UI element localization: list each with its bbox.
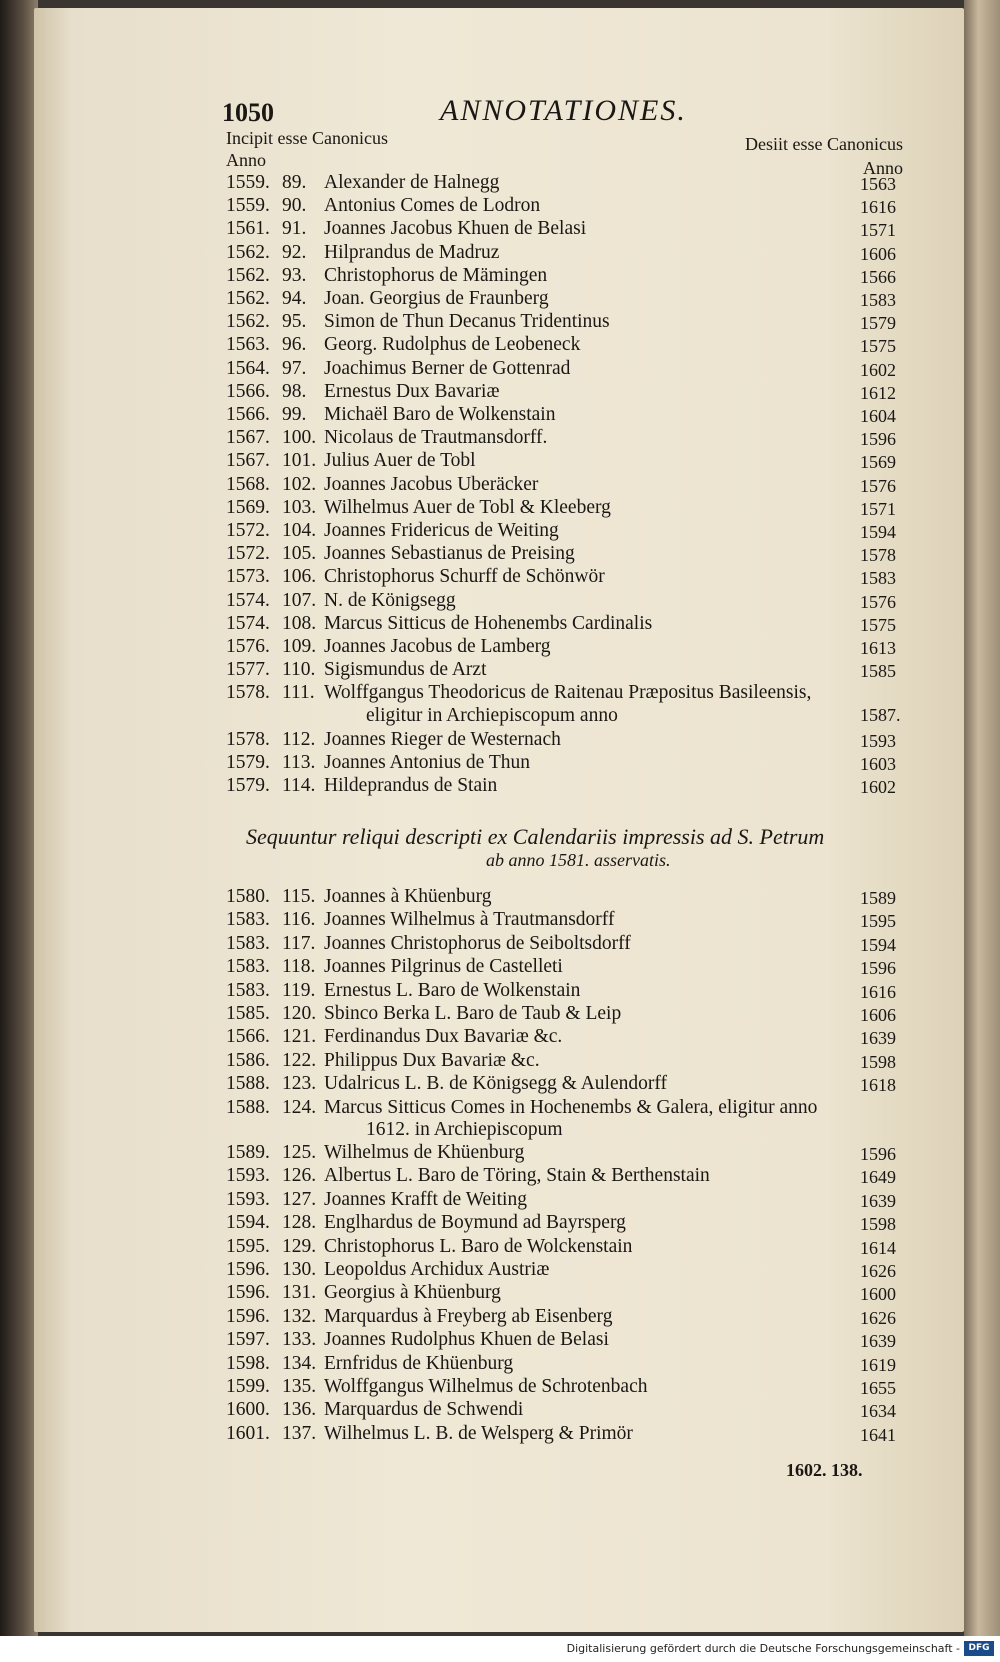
end-year: 1602 [860, 359, 896, 380]
list-item [226, 543, 575, 566]
start-year: 1572. [226, 543, 270, 565]
entry-number: 91. [282, 218, 307, 240]
list-item [226, 242, 499, 265]
canon-name: Georgius à Khüenburg [324, 1282, 501, 1304]
entry-number: 102. [282, 473, 317, 495]
canon-name: Joannes Wilhelmus à Trautmansdorff [324, 909, 615, 931]
list-item [226, 474, 538, 497]
canon-name: Joannes à Khüenburg [324, 886, 492, 907]
end-year: 1614 [860, 1237, 896, 1258]
dfg-logo: DFG [964, 1641, 994, 1656]
list-item [226, 1050, 540, 1073]
canon-name: Ferdinandus Dux Bavariæ &c. [324, 1026, 563, 1048]
end-year: 1639 [860, 1190, 896, 1211]
end-year: 1612 [860, 382, 896, 403]
entry-number: 130. [282, 1259, 317, 1280]
start-year: 1566. [226, 404, 270, 425]
list-item [226, 358, 570, 381]
end-year: 1641 [860, 1424, 896, 1445]
end-year: 1579 [860, 313, 896, 334]
list-item [226, 1353, 513, 1376]
canon-name: Joannes Sebastianus de Preising [324, 543, 575, 565]
list-item [226, 1097, 817, 1120]
start-year: 1559. [226, 172, 270, 193]
canon-name: Albertus L. Baro de Töring, Stain & Berthenstain [324, 1165, 710, 1187]
start-year: 1562. [226, 288, 270, 309]
entry-number: 110. [282, 659, 316, 681]
list-item [226, 682, 811, 705]
start-year: 1601. [226, 1422, 270, 1444]
entry-number: 113. [282, 751, 316, 773]
entry-number: 132. [282, 1305, 317, 1327]
entry-number: 129. [282, 1235, 317, 1257]
entry-number: 133. [282, 1329, 317, 1351]
start-year: 1569. [226, 496, 270, 518]
entry-number: 92. [282, 241, 307, 263]
canon-name: N. de Königsegg [324, 589, 456, 611]
end-year: 1606 [860, 1005, 896, 1025]
start-year: 1564. [226, 357, 270, 379]
end-year: 1566 [860, 266, 896, 287]
end-year: 1589 [860, 888, 896, 908]
entry-number: 89. [282, 172, 307, 193]
entry-number: 136. [282, 1399, 317, 1421]
start-year: 1567. [226, 427, 270, 449]
section-heading-line1: Sequuntur reliqui descripti ex Calendariis impressis ad S. Petrum [246, 824, 825, 849]
start-year: 1566. [226, 380, 270, 402]
page-number: 1050 [222, 98, 274, 127]
start-year: 1559. [226, 195, 270, 217]
list-item [226, 933, 631, 956]
start-year: 1576. [226, 636, 270, 657]
start-year: 1563. [226, 334, 270, 356]
canon-name: Joannes Pilgrinus de Castelleti [324, 956, 563, 978]
canon-name: Joannes Jacobus Khuen de Belasi [324, 218, 587, 240]
end-year: 1606 [860, 243, 896, 264]
canon-name: Ernestus L. Baro de Wolkenstain [324, 979, 581, 1001]
start-year: 1578. [226, 682, 270, 704]
list-item [226, 265, 547, 288]
end-year: 1595 [860, 911, 896, 932]
canon-name: Wolffgangus Wilhelmus de Schrotenbach [324, 1376, 648, 1397]
end-year: 1583 [860, 568, 896, 589]
end-year: 1626 [860, 1261, 896, 1281]
entry-number: 122. [282, 1049, 317, 1071]
list-item [226, 404, 555, 427]
list-item [226, 613, 652, 636]
end-year: 1571 [860, 220, 896, 241]
canon-name: Julius Auer de Tobl [324, 450, 476, 472]
end-year: 1655 [860, 1378, 896, 1398]
canon-name: Joannes Rieger de Westernach [324, 728, 561, 750]
start-year: 1579. [226, 751, 270, 773]
list-item [226, 1306, 612, 1329]
canon-name: Joan. Georgius de Fraunberg [324, 288, 549, 309]
start-year: 1600. [226, 1399, 270, 1421]
footer-credit: Digitalisierung gefördert durch die Deutsche Forschungsgemeinschaft - [566, 1642, 960, 1655]
canon-name: Christophorus de Mämingen [324, 264, 548, 286]
entry-number: 96. [282, 334, 307, 356]
start-year: 1583. [226, 979, 270, 1001]
end-year: 1587. [860, 705, 901, 726]
entry-number: 120. [282, 1003, 317, 1024]
start-year: 1562. [226, 241, 270, 263]
canon-name: Alexander de Halnegg [324, 172, 500, 193]
end-year: 1569 [860, 452, 896, 473]
end-year: 1604 [860, 406, 896, 426]
start-year: 1568. [226, 473, 270, 495]
entry-number: 90. [282, 195, 307, 217]
end-year: 1571 [860, 498, 896, 519]
entry-number: 128. [282, 1212, 317, 1234]
list-item [226, 1026, 562, 1049]
list-item [226, 775, 497, 798]
end-year: 1578 [860, 545, 896, 566]
list-item [226, 172, 499, 195]
end-year: 1575 [860, 614, 896, 635]
list-item [226, 497, 611, 520]
list-item [226, 1142, 524, 1165]
entry-number: 93. [282, 264, 307, 286]
end-year: 1639 [860, 1028, 896, 1049]
end-year: 1598 [860, 1214, 896, 1235]
end-year: 1639 [860, 1331, 896, 1352]
start-year: 1588. [226, 1096, 270, 1118]
start-year: 1583. [226, 932, 270, 954]
start-year: 1574. [226, 589, 270, 611]
running-head: ANNOTATIONES. [440, 94, 687, 127]
list-item [226, 1236, 632, 1259]
entry-number: 118. [282, 956, 316, 978]
list-item [226, 1003, 621, 1026]
end-year: 1576 [860, 475, 896, 496]
list-item [226, 566, 605, 589]
entry-number: 106. [282, 566, 317, 588]
canon-name: Marcus Sitticus Comes in Hochenembs & Galera, eligitur anno [324, 1096, 818, 1118]
start-year: 1588. [226, 1073, 270, 1095]
start-year: 1596. [226, 1259, 270, 1280]
start-year: 1566. [226, 1026, 270, 1048]
list-item [226, 1165, 710, 1188]
start-year: 1572. [226, 520, 270, 541]
entry-number: 119. [282, 979, 316, 1001]
page-edge [964, 0, 1000, 1662]
list-item [226, 1212, 626, 1235]
list-item [226, 1329, 609, 1352]
start-year: 1583. [226, 909, 270, 931]
start-year: 1567. [226, 450, 270, 472]
entry-number: 97. [282, 357, 307, 379]
list-item [226, 1399, 523, 1422]
list-item [226, 218, 586, 241]
start-year: 1596. [226, 1282, 270, 1304]
start-year: 1577. [226, 659, 270, 681]
canon-name: Christophorus Schurff de Schönwör [324, 566, 605, 588]
end-year: 1603 [860, 753, 896, 774]
canon-name: Sigismundus de Arzt [324, 659, 487, 681]
canon-name: Nicolaus de Trautmansdorff. [324, 427, 548, 449]
list-item [226, 1259, 549, 1282]
list-item [226, 1189, 527, 1212]
canon-name: Joachimus Berner de Gottenrad [324, 357, 571, 379]
start-year: 1562. [226, 264, 270, 286]
start-year: 1593. [226, 1188, 270, 1210]
canon-name: Ernfridus de Khüenburg [324, 1352, 514, 1374]
section-heading-line2: ab anno 1581. asservatis. [486, 850, 671, 870]
entry-number: 105. [282, 543, 317, 565]
start-year: 1597. [226, 1329, 270, 1351]
end-year: 1634 [860, 1401, 896, 1422]
canon-name: Joannes Fridericus de Weiting [324, 520, 559, 541]
list-item [226, 1282, 501, 1305]
end-year: 1596 [860, 429, 896, 450]
entry-number: 124. [282, 1096, 317, 1118]
start-year: 1585. [226, 1003, 270, 1024]
start-year: 1561. [226, 218, 270, 240]
canon-name: Wilhelmus de Khüenburg [324, 1142, 525, 1163]
canon-name: Ernestus Dux Bavariæ [324, 380, 500, 402]
canon-name: Wilhelmus L. B. de Welsperg & Primör [324, 1422, 633, 1444]
list-item [226, 1376, 647, 1399]
entry-number: 131. [282, 1282, 317, 1304]
end-year: 1613 [860, 638, 896, 658]
canon-name: Englhardus de Boymund ad Bayrsperg [324, 1212, 626, 1234]
canon-name: Sbinco Berka L. Baro de Taub & Leip [324, 1003, 622, 1024]
start-year: 1586. [226, 1049, 270, 1071]
canon-name: Marquardus à Freyberg ab Eisenberg [324, 1305, 613, 1327]
canon-name: Hildeprandus de Stain [324, 775, 498, 796]
entry-number: 104. [282, 520, 317, 541]
entry-number: 117. [282, 932, 316, 954]
entry-number: 99. [282, 404, 307, 425]
end-year: 1585 [860, 661, 896, 682]
start-year: 1594. [226, 1212, 270, 1234]
end-year: 1619 [860, 1354, 896, 1375]
list-item [226, 752, 530, 775]
start-year: 1583. [226, 956, 270, 978]
start-year: 1593. [226, 1165, 270, 1187]
canon-name: Udalricus L. B. de Königsegg & Aulendorff [324, 1073, 668, 1095]
list-item [226, 956, 563, 979]
end-year: 1596 [860, 1144, 896, 1164]
canon-name: Georg. Rudolphus de Leobeneck [324, 334, 581, 356]
list-item [226, 1423, 633, 1446]
list-item [226, 886, 492, 909]
end-year: 1593 [860, 730, 896, 751]
start-year: 1595. [226, 1235, 270, 1257]
start-year: 1596. [226, 1305, 270, 1327]
canon-name: Wolffgangus Theodoricus de Raitenau Præpositus Basileensis, [324, 682, 812, 704]
entry-number: 111. [282, 682, 315, 704]
entry-number: 123. [282, 1073, 317, 1095]
entry-number: 137. [282, 1422, 317, 1444]
list-item [226, 729, 561, 752]
entry-number: 101. [282, 450, 317, 472]
list-item [226, 909, 614, 932]
end-year: 1616 [860, 197, 896, 218]
entry-number: 127. [282, 1188, 317, 1210]
end-year: 1594 [860, 934, 896, 955]
list-item [226, 636, 551, 659]
start-year: 1599. [226, 1376, 270, 1397]
canon-name: Joannes Jacobus de Lamberg [324, 636, 551, 657]
canon-name: Michaël Baro de Wolkenstain [324, 404, 556, 425]
end-year: 1563 [860, 174, 896, 194]
end-year: 1594 [860, 522, 896, 542]
canon-name: Marquardus de Schwendi [324, 1399, 524, 1421]
end-year: 1598 [860, 1051, 896, 1072]
canon-name-continued: eligitur in Archiepiscopum anno [366, 705, 618, 727]
catchword: 1602. 138. [786, 1460, 863, 1480]
end-year: 1649 [860, 1167, 896, 1188]
canon-name: Philippus Dux Bavariæ &c. [324, 1049, 540, 1071]
entry-number: 115. [282, 886, 316, 907]
header-left-line2: Anno [226, 150, 266, 170]
entry-number: 108. [282, 612, 317, 634]
list-item [226, 520, 559, 543]
book-gutter [0, 0, 38, 1662]
entry-number: 103. [282, 496, 317, 518]
entry-number: 94. [282, 288, 307, 309]
entry-number: 135. [282, 1376, 317, 1397]
entry-number: 134. [282, 1352, 317, 1374]
canon-name: Simon de Thun Decanus Tridentinus [324, 311, 610, 333]
list-item [226, 427, 547, 450]
start-year: 1573. [226, 566, 270, 588]
entry-number: 116. [282, 909, 316, 931]
header-right-line1: Desiit esse Canonicus [745, 134, 903, 154]
canon-name: Joannes Krafft de Weiting [324, 1188, 527, 1210]
list-item [226, 288, 549, 311]
canon-name: Leopoldus Archidux Austriæ [324, 1259, 550, 1280]
start-year: 1574. [226, 612, 270, 634]
end-year: 1583 [860, 290, 896, 310]
start-year: 1562. [226, 311, 270, 333]
entry-number: 107. [282, 589, 317, 611]
canon-name: Hilprandus de Madruz [324, 241, 500, 263]
list-item [226, 195, 540, 218]
list-item [226, 980, 580, 1003]
canon-name: Joannes Christophorus de Seiboltsdorff [324, 932, 631, 954]
entry-number: 114. [282, 775, 316, 796]
entry-number: 95. [282, 311, 307, 333]
end-year: 1596 [860, 958, 896, 979]
start-year: 1579. [226, 775, 270, 796]
entry-number: 126. [282, 1165, 317, 1187]
canon-name: Christophorus L. Baro de Wolckenstain [324, 1235, 633, 1257]
canon-name: Joannes Antonius de Thun [324, 751, 531, 773]
entry-number: 100. [282, 427, 317, 449]
canon-name: Marcus Sitticus de Hohenembs Cardinalis [324, 612, 653, 634]
canon-name: Joannes Rudolphus Khuen de Belasi [324, 1329, 609, 1351]
end-year: 1602 [860, 777, 896, 797]
start-year: 1580. [226, 886, 270, 907]
canon-name: Antonius Comes de Lodron [324, 195, 541, 217]
entry-number: 125. [282, 1142, 317, 1163]
list-item [226, 450, 476, 473]
canon-name-continued: 1612. in Archiepiscopum [366, 1118, 563, 1140]
entry-number: 109. [282, 636, 317, 657]
end-year: 1576 [860, 591, 896, 612]
list-item [226, 311, 610, 334]
header-left-line1: Incipit esse Canonicus [226, 128, 388, 148]
header-right-line2: Anno [863, 158, 903, 178]
start-year: 1578. [226, 728, 270, 750]
list-item [226, 590, 456, 613]
list-item [226, 659, 487, 682]
end-year: 1616 [860, 981, 896, 1002]
end-year: 1600 [860, 1284, 896, 1305]
entry-number: 112. [282, 728, 316, 750]
entry-number: 121. [282, 1026, 317, 1048]
list-item [226, 334, 580, 357]
list-item [226, 1073, 667, 1096]
end-year: 1575 [860, 336, 896, 357]
entry-number: 98. [282, 380, 307, 402]
end-year: 1618 [860, 1075, 896, 1096]
canon-name: Wilhelmus Auer de Tobl & Kleeberg [324, 496, 611, 518]
end-year: 1626 [860, 1307, 896, 1328]
start-year: 1589. [226, 1142, 270, 1163]
start-year: 1598. [226, 1352, 270, 1374]
list-item [226, 381, 499, 404]
canon-name: Joannes Jacobus Uberäcker [324, 473, 539, 495]
